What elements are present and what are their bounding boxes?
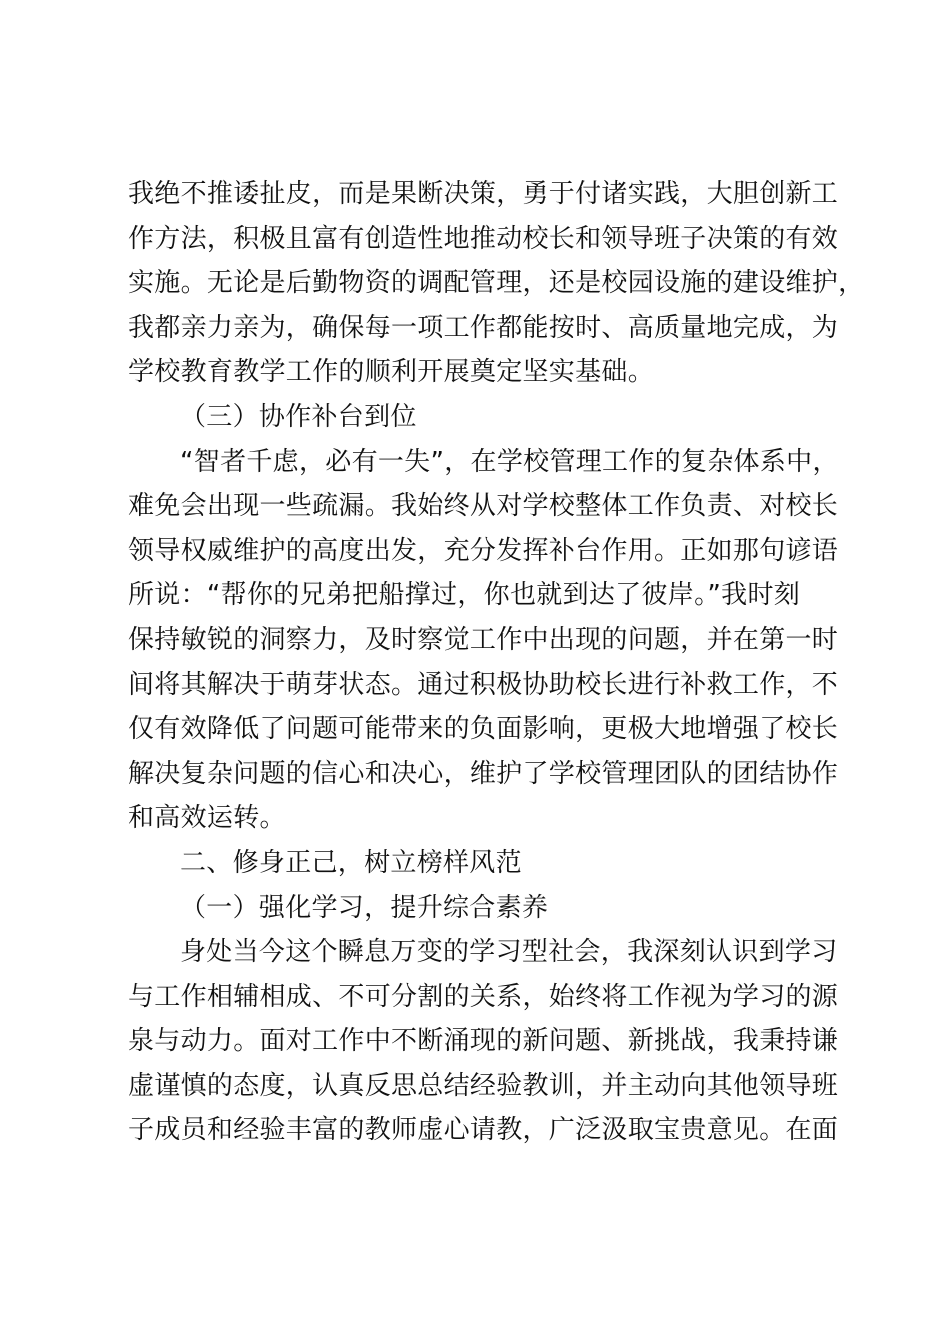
text-line: 难免会出现一些疏漏。我始终从对学校整体工作负责、对校长 [128,491,839,522]
text-line: 仅有效降低了问题可能带来的负面影响，更极大地增强了校长 [128,714,839,745]
text-line: （一）强化学习，提升综合素养 [180,892,549,923]
text-line: 身处当今这个瞬息万变的学习型社会，我深刻认识到学习 [180,937,838,968]
text-line: 学校教育教学工作的顺利开展奠定坚实基础。 [128,357,655,388]
text-line: 二、修身正己，树立榜样风范 [180,847,522,878]
text-line: 作方法，积极且富有创造性地推动校长和领导班子决策的有效 [128,223,839,254]
text-line: 子成员和经验丰富的教师虚心请教，广泛汲取宝贵意见。在面 [128,1115,839,1146]
text-line: “智者千虑，必有一失”，在学校管理工作的复杂体系中， [180,446,839,477]
document-body [128,172,865,1153]
text-line: 保持敏锐的洞察力，及时察觉工作中出现的问题，并在第一时 [128,624,839,655]
text-line: 和高效运转。 [128,803,286,834]
text-line: 所说：“帮你的兄弟把船撑过，你也就到达了彼岸。”我时刻 [128,580,801,611]
text-line: （三）协作补台到位 [180,401,417,432]
text-line: 我都亲力亲为，确保每一项工作都能按时、高质量地完成，为 [128,312,839,343]
text-line: 与工作相辅相成、不可分割的关系，始终将工作视为学习的源 [128,981,839,1012]
text-line: 实施。无论是后勤物资的调配管理，还是校园设施的建设维护， [128,268,865,299]
text-line: 解决复杂问题的信心和决心，维护了学校管理团队的团结协作 [128,758,839,789]
text-line: 我绝不推诿扯皮，而是果断决策，勇于付诸实践，大胆创新工 [128,179,839,209]
text-line: 间将其解决于萌芽状态。通过积极协助校长进行补救工作，不 [128,669,839,700]
text-line: 虚谨慎的态度，认真反思总结经验教训，并主动向其他领导班 [128,1070,839,1101]
text-line: 泉与动力。面对工作中不断涌现的新问题、新挑战，我秉持谦 [128,1026,839,1057]
text-line: 领导权威维护的高度出发，充分发挥补台作用。正如那句谚语 [128,535,839,566]
